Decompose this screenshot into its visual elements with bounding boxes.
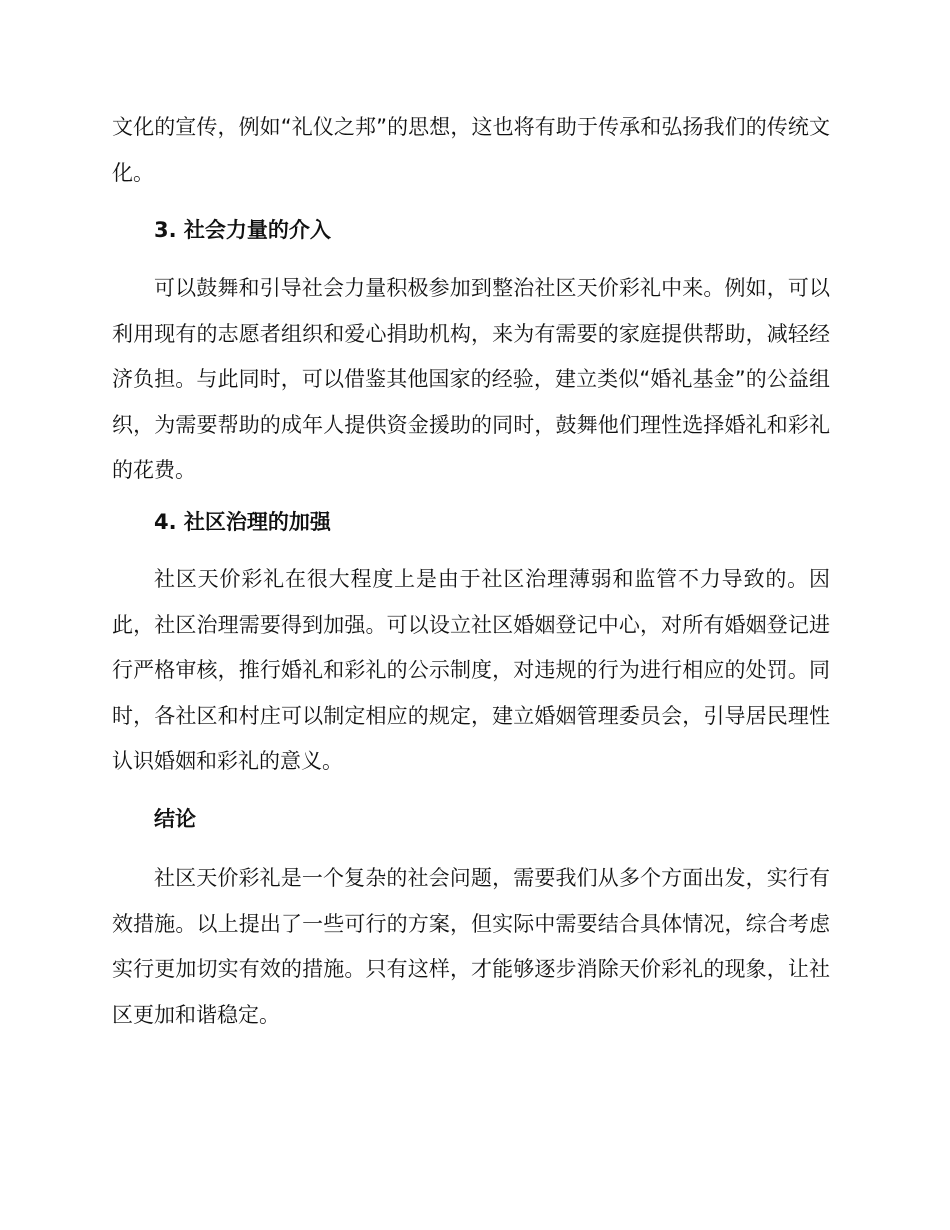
section-3-paragraph: 可以鼓舞和引导社会力量积极参加到整治社区天价彩礼中来。例如，可以利用现有的志愿者组织和爱心捐助机构，来为有需要的家庭提供帮助，减轻经济负担。与此同时，可以借鉴其他国家的经验，建立类似“婚礼基金”的公益组织，为需要帮助的成年人提供资金援助的同时，鼓舞他们理性选择婚礼和彩礼的花费。 — [112, 276, 830, 483]
section-4-heading: 4. 社区治理的加强 — [154, 510, 331, 534]
intro-paragraph: 文化的宣传，例如“礼仪之邦”的思想，这也将有助于传承和弘扬我们的传统文化。 — [112, 115, 830, 185]
section-4-paragraph: 社区天价彩礼在很大程度上是由于社区治理薄弱和监管不力导致的。因此，社区治理需要得到加强。可以设立社区婚姻登记中心，对所有婚姻登记进行严格审核，推行婚礼和彩礼的公示制度，对违规的行为进行相应的处罚。同时，各社区和村庄可以制定相应的规定，建立婚姻管理委员会，引导居民理性认识婚姻和彩礼的意义。 — [112, 567, 830, 774]
conclusion-heading: 结论 — [154, 807, 196, 831]
conclusion-paragraph: 社区天价彩礼是一个复杂的社会问题，需要我们从多个方面出发，实行有效措施。以上提出了一些可行的方案，但实际中需要结合具体情况，综合考虑实行更加切实有效的措施。只有这样，才能够逐步消除天价彩礼的现象，让社区更加和谐稳定。 — [112, 866, 830, 1027]
section-3-heading: 3. 社会力量的介入 — [154, 218, 331, 242]
